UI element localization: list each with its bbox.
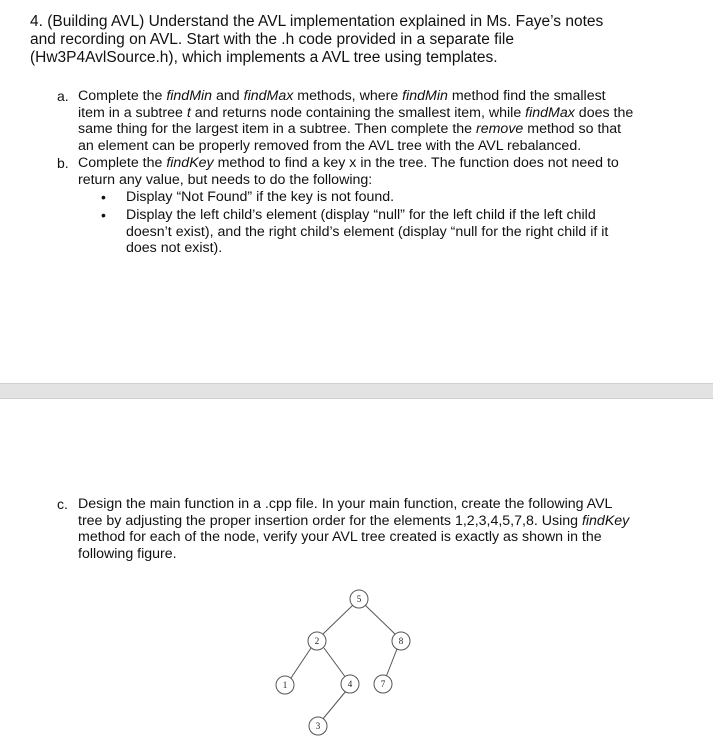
bullet-icon: • bbox=[101, 189, 106, 205]
tree-edge bbox=[365, 605, 396, 635]
part-c-line: method for each of the node, verify your AVL tree created is exactly as shown in the bbox=[78, 529, 602, 546]
tree-edge bbox=[291, 648, 311, 678]
part-a-line: Complete the findMin and findMax methods, where findMin method find the smallest bbox=[78, 88, 606, 104]
question-header-line: and recording on AVL. Start with the .h code provided in a separate file bbox=[30, 31, 514, 48]
tree-edge bbox=[386, 649, 397, 677]
bullet-icon: • bbox=[101, 207, 106, 223]
tree-node-label: 3 bbox=[315, 721, 321, 731]
part-c-line: Design the main function in a .cpp file. In your main function, create the following AVL bbox=[78, 496, 613, 512]
part-c-line: following figure. bbox=[78, 545, 177, 562]
bullet-line: Display “Not Found” if the key is not found. bbox=[126, 189, 395, 205]
tree-edge bbox=[324, 648, 346, 678]
part-c-marker: c. bbox=[57, 496, 68, 512]
tree-edge bbox=[323, 605, 353, 634]
part-a-line: item in a subtree t and returns node containing the smallest item, while findMax does the bbox=[78, 104, 634, 121]
question-header-line: (Hw3P4AvlSource.h), which implements a AVL tree using templates. bbox=[30, 49, 498, 66]
bullet-line: does not exist). bbox=[126, 240, 223, 257]
tree-node-label: 7 bbox=[380, 679, 386, 689]
tree-node-label: 8 bbox=[398, 636, 404, 646]
part-b-line: Complete the findKey method to find a key x in the tree. The function does not need to bbox=[78, 155, 619, 171]
question-header-line: 4. (Building AVL) Understand the AVL implementation explained in Ms. Faye’s notes bbox=[30, 13, 604, 30]
bullet-line: doesn’t exist), and the right child’s element (display “null for the right child if it bbox=[126, 223, 609, 240]
part-a-marker: a. bbox=[57, 88, 69, 104]
tree-node-label: 1 bbox=[282, 680, 288, 690]
part-b-line: return any value, but needs to do the following: bbox=[78, 171, 373, 188]
tree-edge bbox=[322, 691, 346, 720]
part-a-line: an element can be properly removed from the AVL tree with the AVL rebalanced. bbox=[78, 137, 582, 154]
tree-node-label: 2 bbox=[314, 636, 320, 646]
tree-node-label: 4 bbox=[347, 679, 353, 689]
part-b-marker: b. bbox=[57, 155, 69, 171]
part-a-line: same thing for the largest item in a subtree. Then complete the remove method so that bbox=[78, 121, 622, 138]
bullet-line: Display the left child’s element (display “null” for the left child if the left child bbox=[126, 207, 596, 223]
part-c-line: tree by adjusting the proper insertion order for the elements 1,2,3,4,5,7,8. Using findKey bbox=[78, 512, 630, 529]
tree-node-label: 5 bbox=[356, 594, 362, 604]
